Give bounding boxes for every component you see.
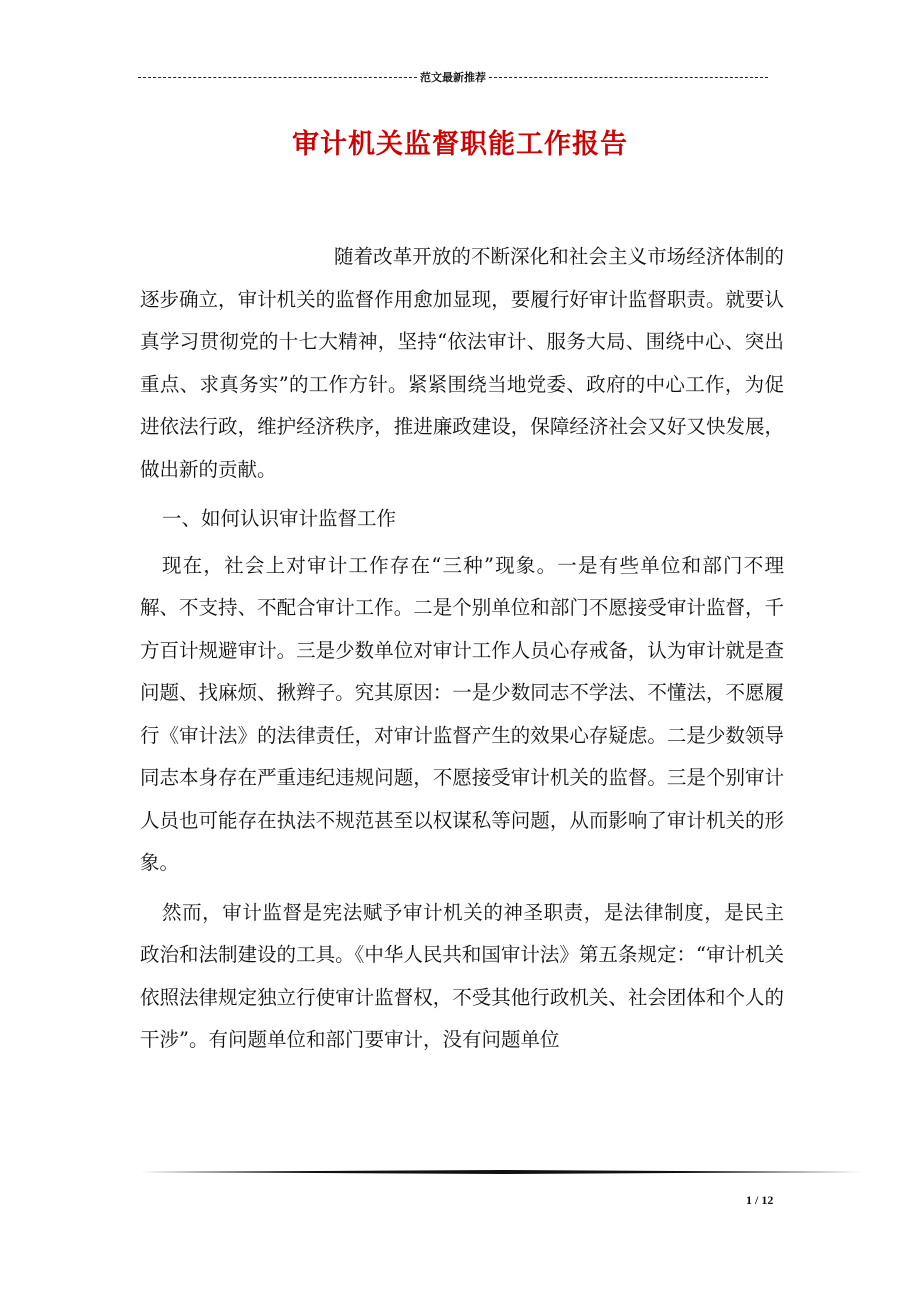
paragraph-intro: 随着改革开放的不断深化和社会主义市场经济体制的逐步确立，审计机关的监督作用愈加显现，要履行好审计监督职责。就要认真学习贯彻党的十七大精神，坚持“依法审计、服务大局、围绕中心、突出重点、求真务实”的工作方针。紧紧围绕当地党委、政府的中心工作，为促进依法行政，维护经济秩序，推进廉政建设，保障经济社会又好又快发展，做出新的贡献。: [140, 245, 784, 481]
header-label: 范文最新推荐: [420, 71, 486, 84]
paragraph-legal-basis: 然而，审计监督是宪法赋予审计机关的神圣职责，是法律制度，是民主政治和法制建设的工具。《中华人民共和国审计法》第五条规定：“审计机关依照法律规定独立行使审计监督权，不受其他行政机关、社会团体和个人的干涉”。有问题单位和部门要审计，没有问题单位: [140, 900, 784, 1051]
paragraph-phenomena: 现在，社会上对审计工作存在“三种”现象。一是有些单位和部门不理解、不支持、不配合审计工作。二是个别单位和部门不愿接受审计监督，千方百计规避审计。三是少数单位对审计工作人员心存戒备，认为审计就是查问题、找麻烦、揪辫子。究其原因：一是少数同志不学法、不懂法，不愿履行《审计法》的法律责任，对审计监督产生的效果心存疑虑。二是少数领导同志本身存在严重违纪违规问题，不愿接受审计机关的监督。三是个别审计人员也可能存在执法不规范甚至以权谋私等问题，从而影响了审计机关的形象。: [140, 553, 784, 874]
section-heading-1: 一、如何认识审计监督工作: [162, 507, 397, 530]
document-body: [140, 236, 784, 1069]
header-dashed-rule-right: [489, 77, 768, 78]
document-title: 审计机关监督职能工作报告: [292, 129, 628, 160]
page-header: [138, 68, 768, 86]
header-dashed-rule-left: [138, 77, 417, 78]
page-number: 1 / 12: [746, 1193, 774, 1207]
footer-rule: [140, 1170, 862, 1174]
